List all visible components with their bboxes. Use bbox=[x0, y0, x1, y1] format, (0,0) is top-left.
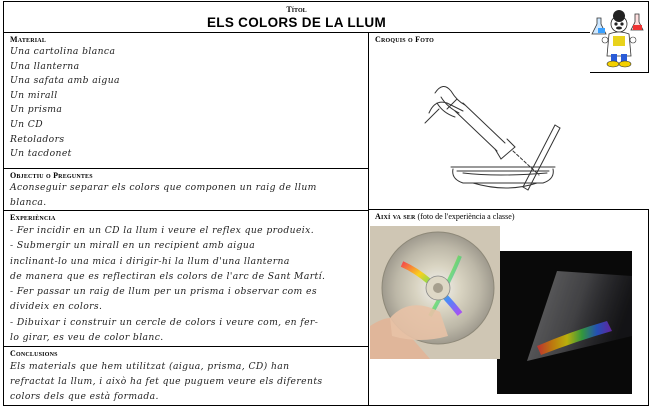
aixi-label-bold: Així va ser bbox=[375, 212, 416, 221]
experiencia-box bbox=[3, 210, 369, 347]
objectiu-line: Aconseguir separar els colors que componen un raig de llum bbox=[10, 182, 317, 193]
title-box bbox=[3, 1, 590, 33]
experiencia-line: de manera que es reflectiran els colors de l'arc de Sant Martí. bbox=[10, 270, 326, 282]
conclusions-line: colors dels que està formada. bbox=[10, 391, 159, 402]
list-item: Un CD bbox=[10, 118, 43, 130]
experiencia-line: - Fer incidir en un CD la llum i veure el reflex que produeix. bbox=[10, 225, 315, 236]
conclusions-line: refractat la llum, i això ha fet que puguem veure els diferents bbox=[10, 376, 323, 387]
objectiu-box bbox=[3, 168, 369, 211]
light-spectrum-photo bbox=[497, 251, 632, 394]
flashlight-tray-sketch bbox=[377, 53, 587, 203]
objectiu-text bbox=[10, 181, 364, 210]
page-title: ELS COLORS DE LA LLUM bbox=[206, 15, 387, 30]
title-caption: Títol bbox=[286, 5, 307, 14]
experiencia-line: - Fer passar un raig de llum per un prisma i observar com es bbox=[10, 286, 317, 298]
objectiu-line: blanca. bbox=[10, 196, 47, 208]
experiencia-text bbox=[10, 223, 364, 345]
experiencia-line: inclinant-lo una mica i dirigir-hi la llum d'una llanterna bbox=[10, 255, 290, 267]
aixi-label bbox=[375, 212, 515, 221]
cd-rainbow-photo bbox=[370, 226, 500, 359]
conclusions-label: Conclusions bbox=[10, 349, 58, 358]
conclusions-line: Els materials que hem utilitzat (aigua, prisma, CD) han bbox=[10, 361, 290, 372]
list-item: Un tacdonet bbox=[10, 148, 72, 160]
experiencia-line: lo girar, es veu de color blanc. bbox=[10, 332, 164, 344]
experiencia-line: divideix en colors. bbox=[10, 301, 103, 313]
croquis-box bbox=[368, 32, 590, 210]
list-item: Una safata amb aigua bbox=[10, 75, 120, 87]
conclusions-box bbox=[3, 346, 369, 406]
objectiu-label: Objectiu o Preguntes bbox=[10, 171, 93, 180]
conclusions-text bbox=[10, 359, 364, 404]
list-item: Un prisma bbox=[10, 104, 63, 116]
scientist-mascot-icon bbox=[591, 4, 647, 72]
experiencia-label: Experiència bbox=[10, 213, 56, 222]
material-label: Material bbox=[10, 35, 47, 44]
mascot-box bbox=[589, 1, 649, 73]
aixi-label-rest: (foto de l'experiència a classe) bbox=[415, 212, 515, 221]
experiencia-line: - Dibuixar i construir un cercle de colors i veure com, en fer- bbox=[10, 316, 319, 328]
list-item: Retoladors bbox=[10, 133, 65, 145]
list-item: Un mirall bbox=[10, 89, 58, 101]
croquis-label: Croquis o Foto bbox=[375, 35, 435, 44]
list-item: Una llanterna bbox=[10, 60, 80, 72]
material-box bbox=[3, 32, 369, 169]
list-item: Una cartolina blanca bbox=[10, 46, 116, 57]
experiencia-line: - Submergir un mirall en un recipient amb aigua bbox=[10, 240, 256, 252]
material-list bbox=[10, 45, 120, 162]
